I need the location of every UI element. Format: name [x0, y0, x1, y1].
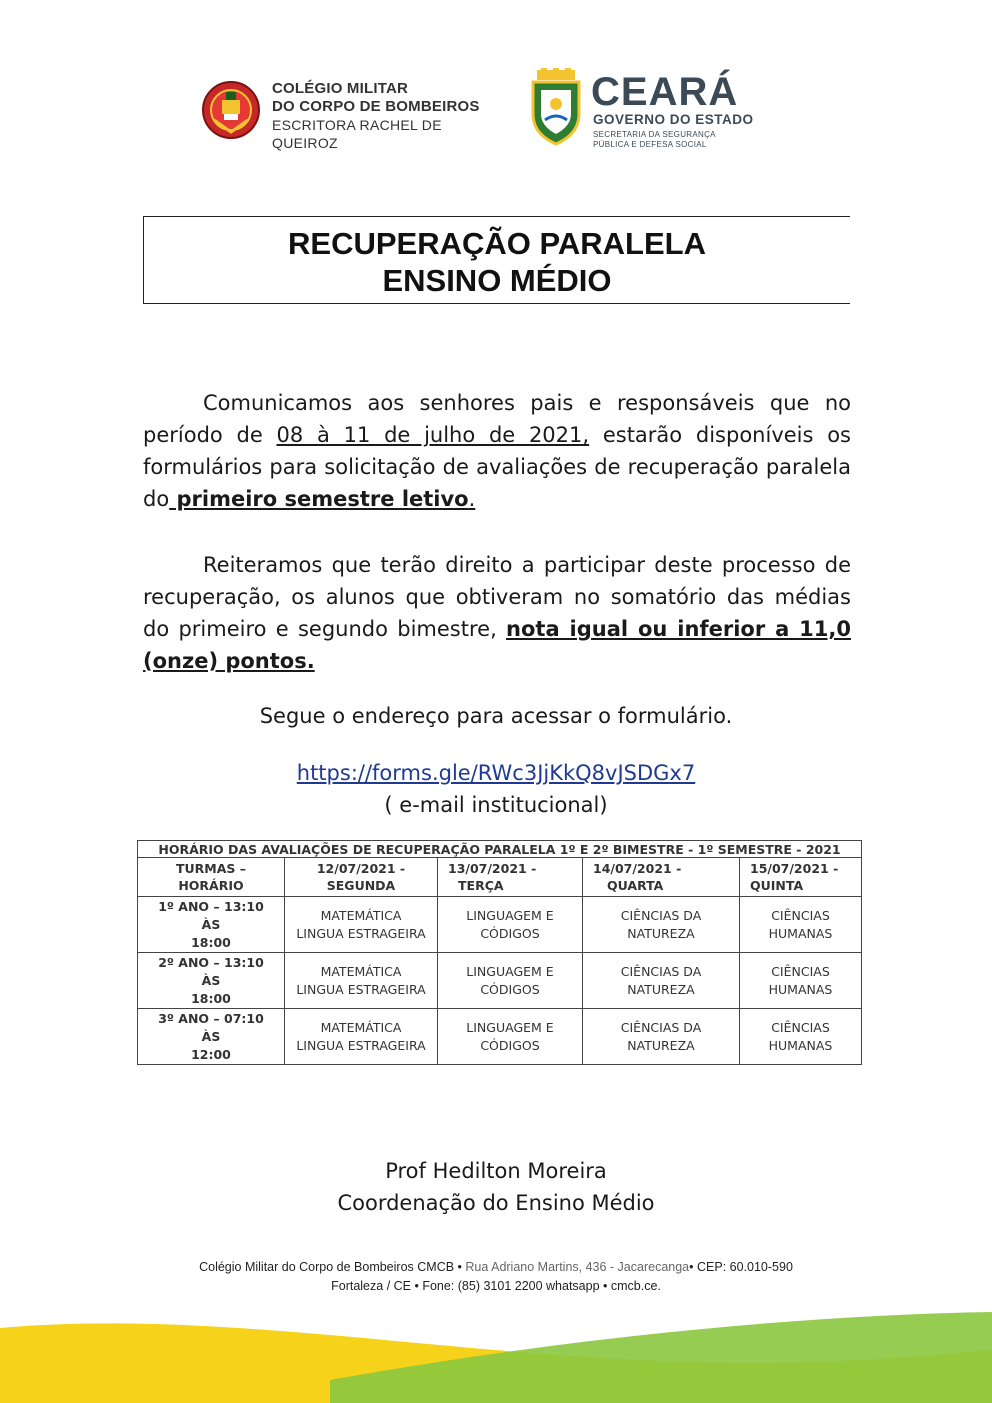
subject-cell: MATEMÁTICA LINGUA ESTRAGEIRA — [285, 953, 438, 1009]
p1-semester: primeiro semestre letivo — [169, 487, 469, 511]
col-header-turmas: TURMAS – HORÁRIO — [138, 858, 285, 897]
schedule-table — [137, 840, 862, 1065]
subject-cell: MATEMÁTICA LINGUA ESTRAGEIRA — [285, 1009, 438, 1065]
subject-cell: LINGUAGEM E CÓDIGOS — [438, 1009, 583, 1065]
signature-role: Coordenação do Ensino Médio — [337, 1191, 655, 1215]
table-row — [138, 1009, 862, 1065]
footer-contact-line: Fortaleza / CE • Fone: (85) 3101 2200 whatsapp • cmcb.ce. — [331, 1279, 661, 1293]
school-logo — [200, 76, 500, 151]
subject-cell: CIÊNCIAS DA NATUREZA — [583, 897, 740, 953]
school-name-line3: ESCRITORA RACHEL DE QUEIROZ — [272, 117, 442, 151]
subject-cell: LINGUAGEM E CÓDIGOS — [438, 953, 583, 1009]
footer-wave-decoration — [0, 1310, 992, 1403]
subject-cell: CIÊNCIAS DA NATUREZA — [583, 1009, 740, 1065]
schedule-caption: HORÁRIO DAS AVALIAÇÕES DE RECUPERAÇÃO PARALELA 1º E 2º BIMESTRE - 1º SEMESTRE - 2021 — [138, 841, 862, 858]
table-row — [138, 953, 862, 1009]
paragraph-announcement — [143, 387, 851, 515]
turma-cell: 2º ANO – 13:10 ÀS 18:00 — [138, 953, 285, 1009]
col-header-tuesday: 13/07/2021 - TERÇA — [438, 858, 583, 897]
fire-brigade-emblem-icon — [200, 80, 262, 140]
subject-cell: CIÊNCIAS HUMANAS — [740, 897, 862, 953]
paragraph-eligibility — [143, 549, 851, 677]
subject-cell: LINGUAGEM E CÓDIGOS — [438, 897, 583, 953]
turma-cell: 1º ANO – 13:10 ÀS 18:00 — [138, 897, 285, 953]
ceara-government-logo — [525, 66, 765, 152]
col-header-thursday: 15/07/2021 - QUINTA — [740, 858, 862, 897]
form-link[interactable]: https://forms.gle/RWc3JjKkQ8vJSDGx7 — [296, 761, 696, 785]
subject-cell: CIÊNCIAS DA NATUREZA — [583, 953, 740, 1009]
p1-date: 08 à 11 de julho de 2021, — [276, 423, 590, 447]
school-name-line1: COLÉGIO MILITAR — [272, 80, 409, 97]
subject-cell: CIÊNCIAS HUMANAS — [740, 1009, 862, 1065]
link-container — [0, 761, 992, 785]
title-box — [143, 216, 850, 304]
table-row — [138, 897, 862, 953]
government-label: GOVERNO DO ESTADO — [593, 112, 754, 127]
footer-address-line: Colégio Militar do Corpo de Bombeiros CMCB • Rua Adriano Martins, 436 - Jacarecanga• CEP: 60.010-590 — [199, 1260, 793, 1274]
footer-cep: CEP: 60.010-590 — [697, 1260, 793, 1274]
brand-ceara: CEARÁ — [591, 70, 739, 114]
p1-text-b: estarão disponíveis os formulários para solicitação de avaliações de recuperação paralela do — [143, 423, 851, 511]
turma-cell: 3º ANO – 07:10 ÀS 12:00 — [138, 1009, 285, 1065]
school-name-line2: DO CORPO DE BOMBEIROS — [272, 98, 480, 115]
paragraph-form-address: Segue o endereço para acessar o formulário. — [259, 704, 733, 728]
col-header-monday: 12/07/2021 - SEGUNDA — [285, 858, 438, 897]
subject-cell: CIÊNCIAS HUMANAS — [740, 953, 862, 1009]
p1-text-a: Comunicamos aos senhores pais e responsáveis que no período de — [143, 391, 851, 447]
signature-name: Prof Hedilton Moreira — [385, 1159, 607, 1183]
footer-street: Rua Adriano Martins, 436 - Jacarecanga — [465, 1260, 690, 1274]
secretaria-line2: PÚBLICA E DEFESA SOCIAL — [593, 140, 707, 149]
p2-text-a: Reiteramos que terão direito a participar deste processo de recuperação, os alunos que obtiveram no somatório das médias do primeiro e segundo bimestre, — [143, 553, 851, 641]
p2-grade-rule: nota igual ou inferior a 11,0 (onze) pontos. — [143, 617, 851, 673]
col-header-wednesday: 14/07/2021 - QUARTA — [583, 858, 740, 897]
link-note: ( e-mail institucional) — [384, 793, 608, 817]
subject-cell: MATEMÁTICA LINGUA ESTRAGEIRA — [285, 897, 438, 953]
p1-end: . — [468, 487, 476, 511]
ceara-coat-of-arms-icon — [527, 68, 585, 148]
title-line1: RECUPERAÇÃO PARALELA — [288, 226, 706, 261]
secretaria-line1: SECRETARIA DA SEGURANÇA — [593, 130, 716, 139]
footer-school: Colégio Militar do Corpo de Bombeiros CMCB — [199, 1260, 455, 1274]
title-line2: ENSINO MÉDIO — [382, 263, 612, 298]
